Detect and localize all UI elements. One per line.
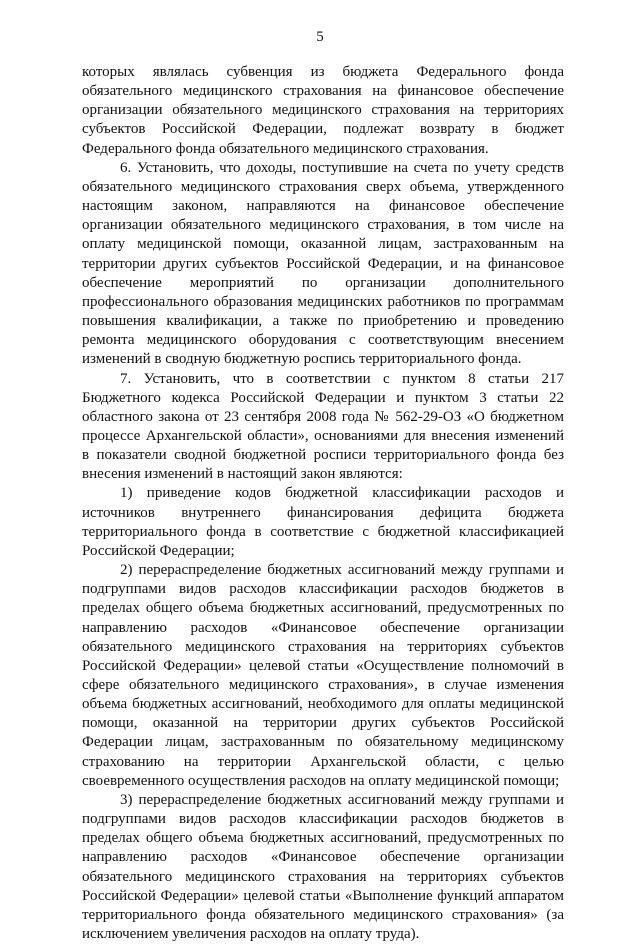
- page-number: 5: [316, 29, 324, 45]
- paragraph-clause-7: 7. Установить, что в соответствии с пунктом 8 статьи 217 Бюджетного кодекса Российской Федерации и пунктом 3 статьи 22 областного закона от 23 сентября 2008 года № 562-29-ОЗ «О бюджетном процессе Архангельской области», основаниями для внесения изменений в показатели сводной бюджетной росписи территориального фонда без внесения изменений в настоящий закон являются:: [82, 370, 564, 483]
- paragraph-clause-6: 6. Установить, что доходы, поступившие на счета по учету средств обязательного медицинского страхования сверх объема, утвержденного настоящим законом, направляются на финансовое обеспечение организации обязательного медицинского страхования, в том числе на оплату медицинской помощи, оказанной лицам, застрахованным на территории других субъектов Российской Федерации, и на финансовое обеспечение мероприятий по организации дополнительного профессионального образования медицинских работников по программам повышения квалификации, а также по приобретению и проведению ремонта медицинского оборудования с соответствующим внесением изменений в сводную бюджетную роспись территориального фонда.: [82, 159, 564, 368]
- paragraph-continuation: которых являлась субвенция из бюджета Федерального фонда обязательного медицинского страхования на финансовое обеспечение организации обязательного медицинского страхования на территориях субъектов Российской Федерации, подлежат возврату в бюджет Федерального фонда обязательного медицинского страхования.: [82, 64, 564, 157]
- paragraph-item-3: 3) перераспределение бюджетных ассигнований между группами и подгруппами видов расходов классификации расходов бюджетов в пределах общего объема бюджетных ассигнований, предусмотренных по направлению расходов «Финансовое обеспечение организации обязательного медицинского страхования на территориях субъектов Российской Федерации» целевой статьи «Выполнение функций аппаратом территориального фонда обязательного медицинского страхования» (за исключением увеличения расходов на оплату труда).: [82, 791, 564, 943]
- paragraph-item-2: 2) перераспределение бюджетных ассигнований между группами и подгруппами видов расходов классификации расходов бюджетов в пределах общего объема бюджетных ассигнований, предусмотренных по направлению расходов «Финансовое обеспечение организации обязательного медицинского страхования на территориях субъектов Российской Федерации» целевой статьи «Осуществление полномочий в сфере обязательного медицинского страхования», в случае изменения объема бюджетных ассигнований, необходимого для оплаты медицинской помощи, оказанной на территории других субъектов Российской Федерации лицам, застрахованным по обязательному медицинскому страхованию на территории Архангельской области, с целью своевременного осуществления расходов на оплату медицинской помощи;: [82, 562, 564, 789]
- paragraph-item-1: 1) приведение кодов бюджетной классификации расходов и источников внутреннего финансирования дефицита бюджета территориального фонда в соответствие с бюджетной классификацией Российской Федерации;: [82, 485, 564, 559]
- document-body: [82, 63, 564, 944]
